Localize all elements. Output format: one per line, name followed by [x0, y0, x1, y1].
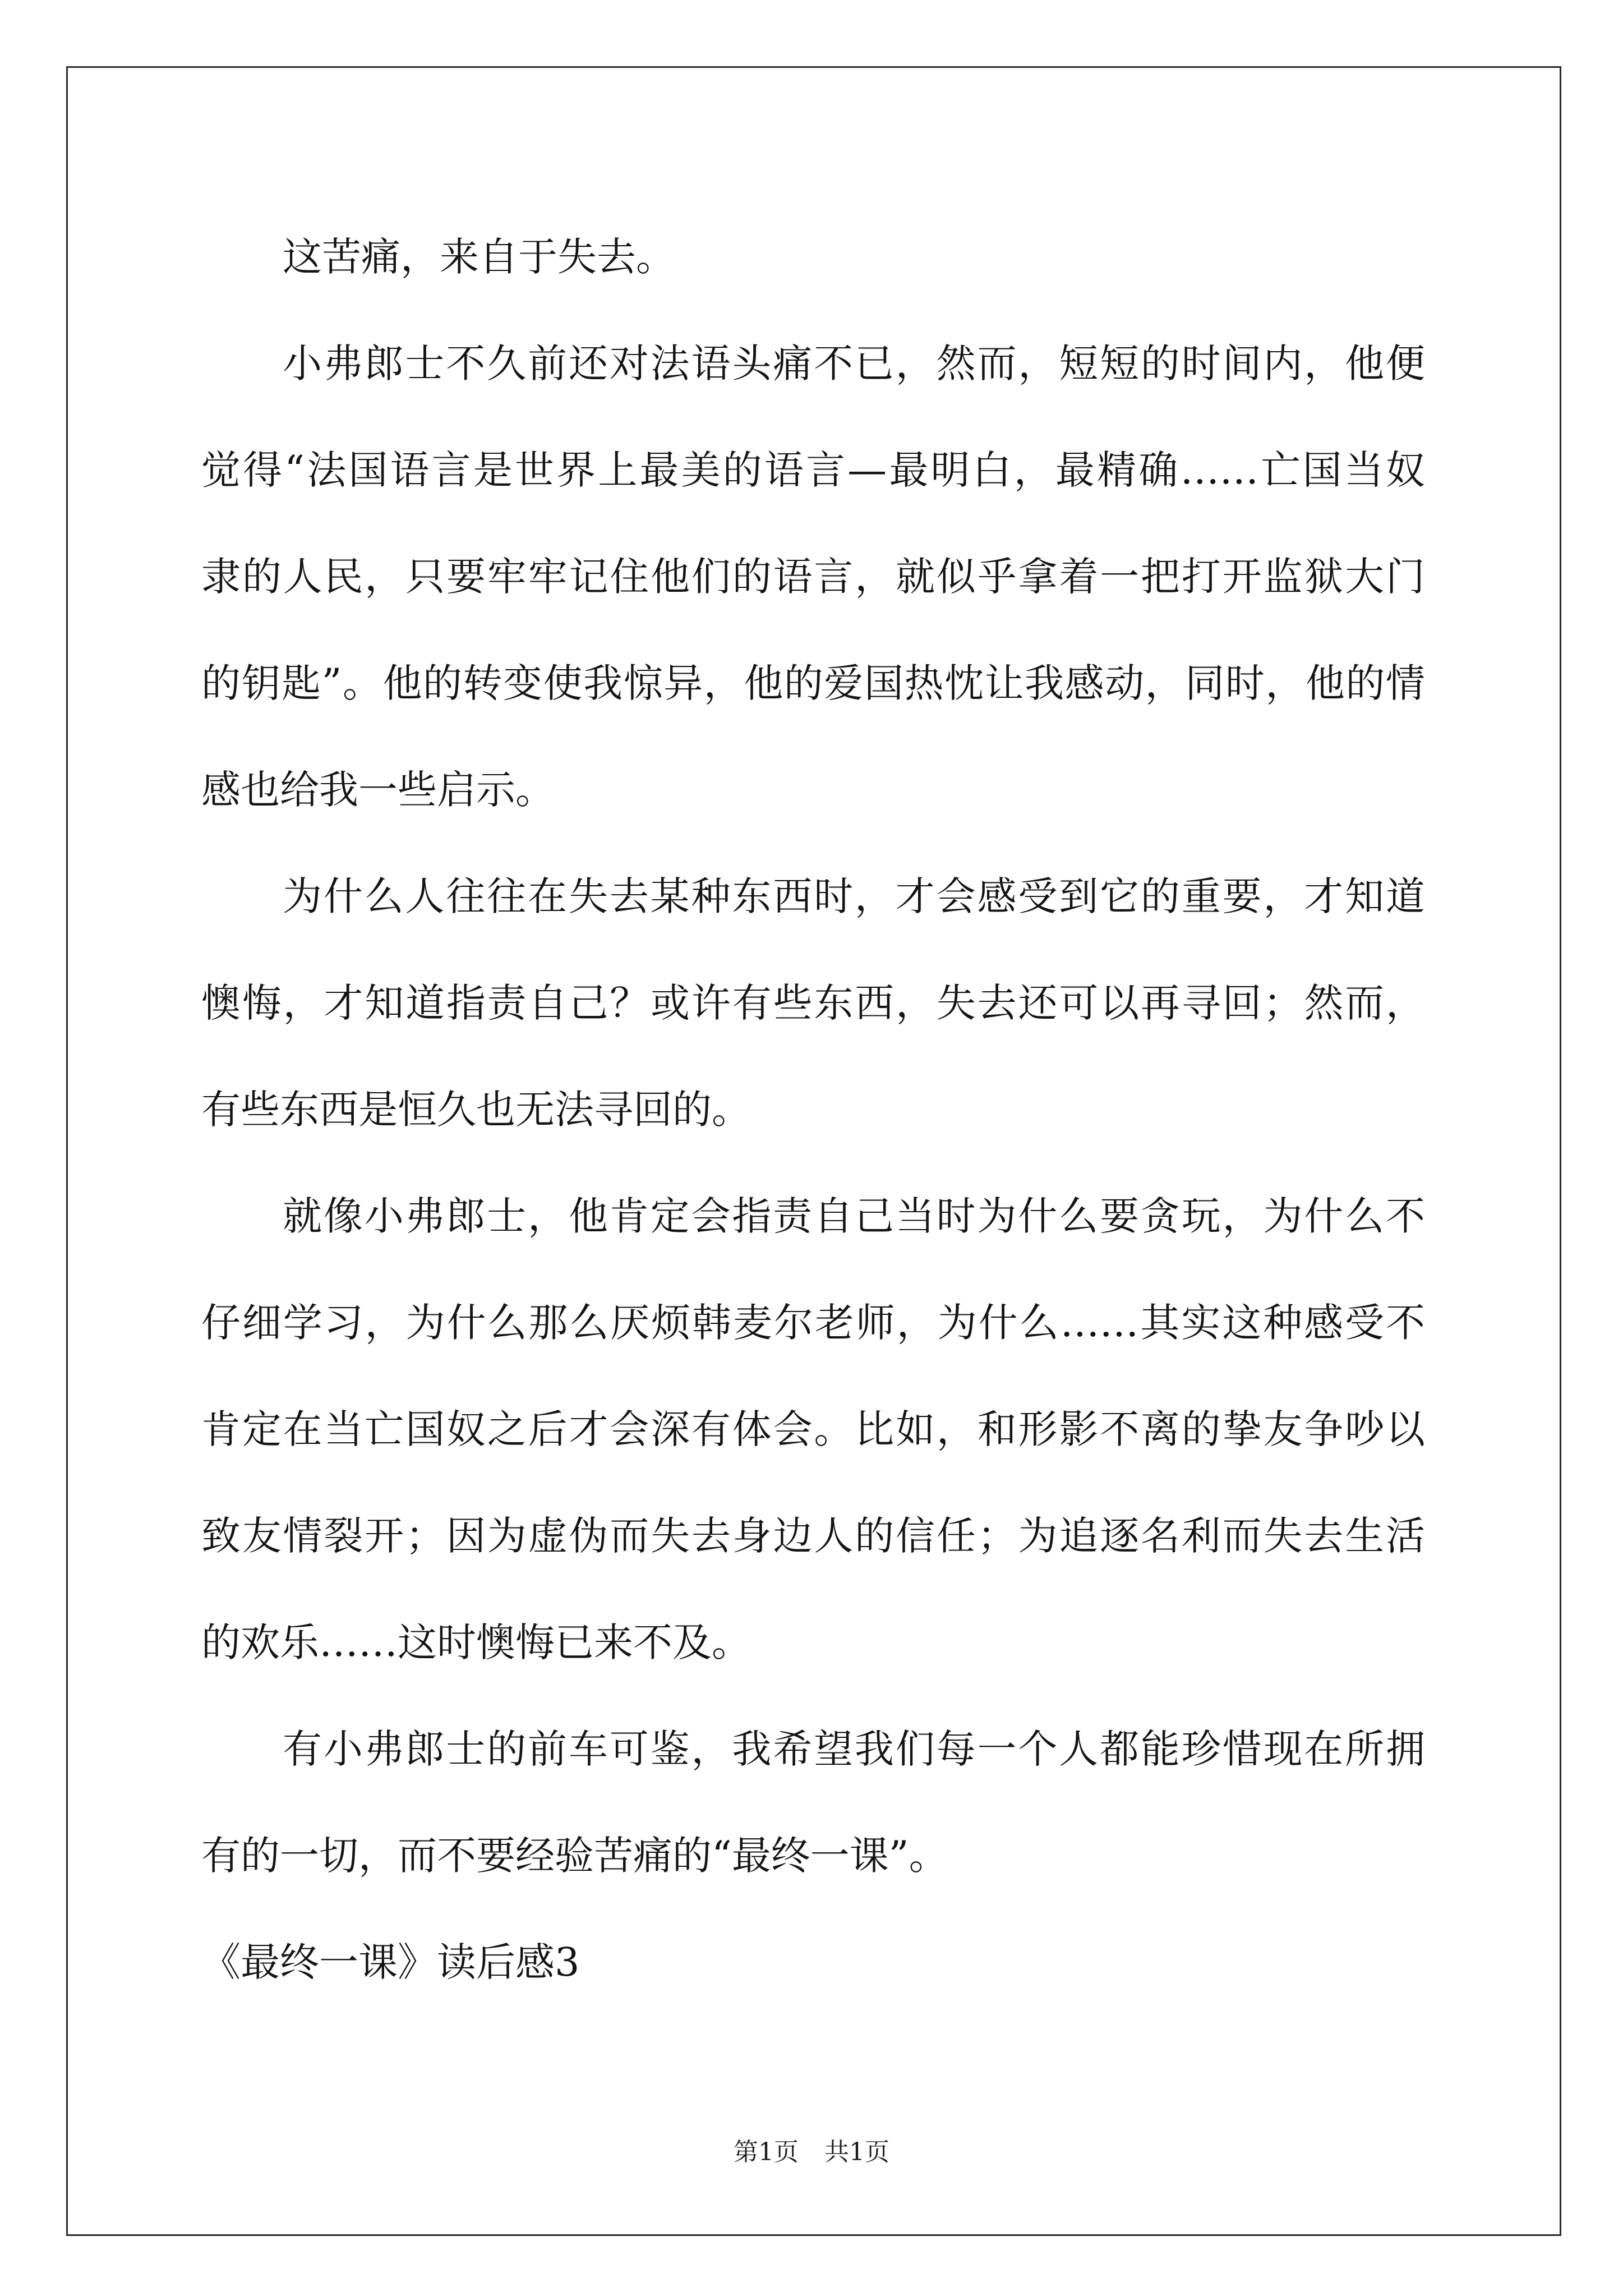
paragraph-line: 致友情裂开；因为虚伪而失去身边人的信任；为追逐名利而失去生活	[201, 1513, 1425, 1559]
section-heading: 《最终一课》读后感3	[201, 1939, 580, 1985]
paragraph-line: 的钥匙”。他的转变使我惊异，他的爱国热忱让我感动，同时，他的情	[201, 660, 1425, 706]
paragraph-line: 仔细学习，为什么那么厌烦韩麦尔老师，为什么……其实这种感受不	[201, 1300, 1425, 1346]
paragraph-line: 为什么人往往在失去某种东西时，才会感受到它的重要，才知道	[283, 873, 1425, 919]
paragraph-line: 的欢乐……这时懊悔已来不及。	[201, 1619, 751, 1665]
page-total: 共1页	[824, 2138, 889, 2166]
paragraph	[201, 843, 1425, 1163]
page-footer	[0, 2136, 1623, 2169]
paragraph-line: 小弗郎士不久前还对法语头痛不已，然而，短短的时间内，他便	[283, 341, 1425, 386]
paragraph-line: 感也给我一些启示。	[201, 767, 555, 813]
document-body	[201, 204, 1425, 2016]
paragraph-line: 有的一切，而不要经验苦痛的“最终一课”。	[201, 1833, 948, 1879]
page-number: 第1页	[734, 2138, 799, 2166]
paragraph-line: 就像小弗郎士，他肯定会指责自己当时为什么要贪玩，为什么不	[283, 1193, 1425, 1239]
paragraph	[201, 204, 1425, 310]
paragraph-line: 这苦痛，来自于失去。	[283, 234, 675, 280]
paragraph	[201, 310, 1425, 843]
paragraph-line: 觉得“法国语言是世界上最美的语言—最明白，最精确……亡国当奴	[201, 447, 1425, 493]
paragraph-line: 隶的人民，只要牢牢记住他们的语言，就似乎拿着一把打开监狱大门	[201, 554, 1425, 600]
paragraph	[201, 1163, 1425, 1696]
paragraph	[201, 1696, 1425, 1909]
paragraph-line: 有小弗郎士的前车可鉴，我希望我们每一个人都能珍惜现在所拥	[283, 1726, 1425, 1772]
paragraph-line: 有些东西是恒久也无法寻回的。	[201, 1087, 751, 1133]
paragraph-line: 懊悔，才知道指责自己？或许有些东西，失去还可以再寻回；然而，	[201, 980, 1425, 1026]
paragraph-line: 肯定在当亡国奴之后才会深有体会。比如，和形影不离的挚友争吵以	[201, 1406, 1425, 1452]
